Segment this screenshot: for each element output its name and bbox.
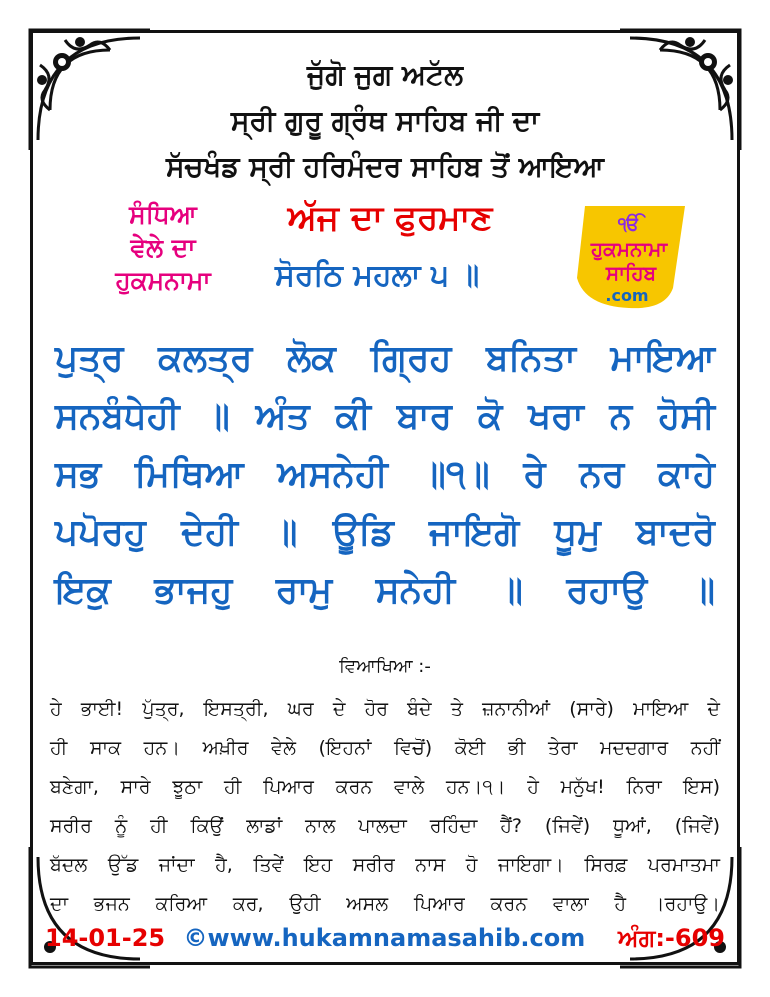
logo-word-1: ਹੁਕਮਨਾਮਾ [590,237,668,261]
sandhia-line-1: ਸੰਧਿਆ [129,200,197,229]
vyakhia-text [50,690,720,924]
vyakhia-line: ਬਣੇਗਾ, ਸਾਰੇ ਝੂਠਾ ਹੀ ਪਿਆਰ ਕਰਨ ਵਾਲੇ ਹਨ।੧। ਹੇ ਮਨੁੱਖ! ਨਿਰਾ ਇਸ) [50,776,720,798]
vyakhia-line: ਬੱਦਲ ਉੱਡ ਜਾਂਦਾ ਹੈ, ਤਿਵੇਂ ਇਹ ਸਰੀਰ ਨਾਸ ਹੋ ਜਾਇਗਾ। ਸਿਰਫ਼ ਪਰਮਾਤਮਾ [50,854,720,876]
gurbani-line: ਇਕੁ ਭਾਜਹੁ ਰਾਮੁ ਸਨੇਹੀ ॥ ਰਹਾਉ ॥ [55,570,715,611]
gurbani-line: ਪਪੋਰਹੁ ਦੇਹੀ ॥ ਊਡਿ ਜਾਇਗੋ ਧੂਮੁ ਬਾਦਰੋ [55,512,715,553]
sandhia-hukamnama-label [78,198,248,297]
sandhia-line-2: ਵੇਲੇ ਦਾ [130,233,196,262]
header-line-1: ਜੁੱਗੋ ਜੁਗ ਅਟੱਲ [307,58,463,91]
logo-ik-onkar: ੴ [618,214,640,235]
vyakhia-line: ਸਰੀਰ ਨੂੰ ਹੀ ਕਿਉਂ ਲਾਡਾਂ ਨਾਲ ਪਾਲਦਾ ਰਹਿੰਦਾ ਹੈਂ? (ਜਿਵੇਂ) ਧੂਆਂ, (ਜਿਵੇਂ) [50,815,720,837]
header-line-3: ਸੱਚਖੰਡ ਸ੍ਰੀ ਹਰਿਮੰਦਰ ਸਾਹਿਬ ਤੋਂ ਆਇਆ [165,150,605,183]
gurbani-line: ਸਨਬੰਧੇਹੀ ॥ ਅੰਤ ਕੀ ਬਾਰ ਕੋ ਖਰਾ ਨ ਹੋਸੀ [55,396,715,437]
vyakhia-line: ਦਾ ਭਜਨ ਕਰਿਆ ਕਰ, ਉਹੀ ਅਸਲ ਪਿਆਰ ਕਰਨ ਵਾਲਾ ਹੈ ।ਰਹਾਉ। [50,893,720,915]
footer-website-link[interactable]: ©www.hukamnamasahib.com [183,924,586,952]
footer-ang-number: ਅੰਗ:-609 [617,924,725,952]
header-line-2: ਸ੍ਰੀ ਗੁਰੂ ਗ੍ਰੰਥ ਸਾਹਿਬ ਜੀ ਦਾ [230,104,540,137]
sorath-mahla-heading: ਸੋਰਠਿ ਮਹਲਾ ੫ ॥ [275,258,480,293]
gurbani-line: ਸਭ ਮਿਥਿਆ ਅਸਨੇਹੀ ॥੧॥ ਰੇ ਨਰ ਕਾਹੇ [55,454,715,495]
gurbani-line: ਪੁਤ੍ਰ ਕਲਤ੍ਰ ਲੋਕ ਗ੍ਰਿਹ ਬਨਿਤਾ ਮਾਇਆ [55,338,715,379]
vyakhia-line: ਹੇ ਭਾਈ! ਪੁੱਤ੍ਰ, ਇਸਤ੍ਰੀ, ਘਰ ਦੇ ਹੋਰ ਬੰਦੇ ਤੇ ਜ਼ਨਾਨੀਆਂ (ਸਾਰੇ) ਮਾਇਆ ਦੇ [50,698,720,720]
footer [45,924,725,952]
aj-da-furmaan-title: ਅੱਜ ਦਾ ਫੁਰਮਾਣ [287,198,493,238]
sandhia-line-3: ਹੁਕਮਨਾਮਾ [115,266,211,295]
vyakhia-title: ਵਿਆਖਿਆ :- [339,656,431,677]
gurbani-text [55,330,715,620]
logo-word-2: ਸਾਹਿਬ [605,261,657,285]
footer-date: 14-01-25 [45,924,166,952]
vyakhia-line: ਹੀ ਸਾਕ ਹਨ। ਅਖ਼ੀਰ ਵੇਲੇ (ਇਹਨਾਂ ਵਿਚੋਂ) ਕੋਈ ਭੀ ਤੇਰਾ ਮਦਦਗਾਰ ਨਹੀਂ [50,737,720,759]
logo-domain: .com [605,286,649,305]
hukamnama-sahib-logo [565,198,693,316]
